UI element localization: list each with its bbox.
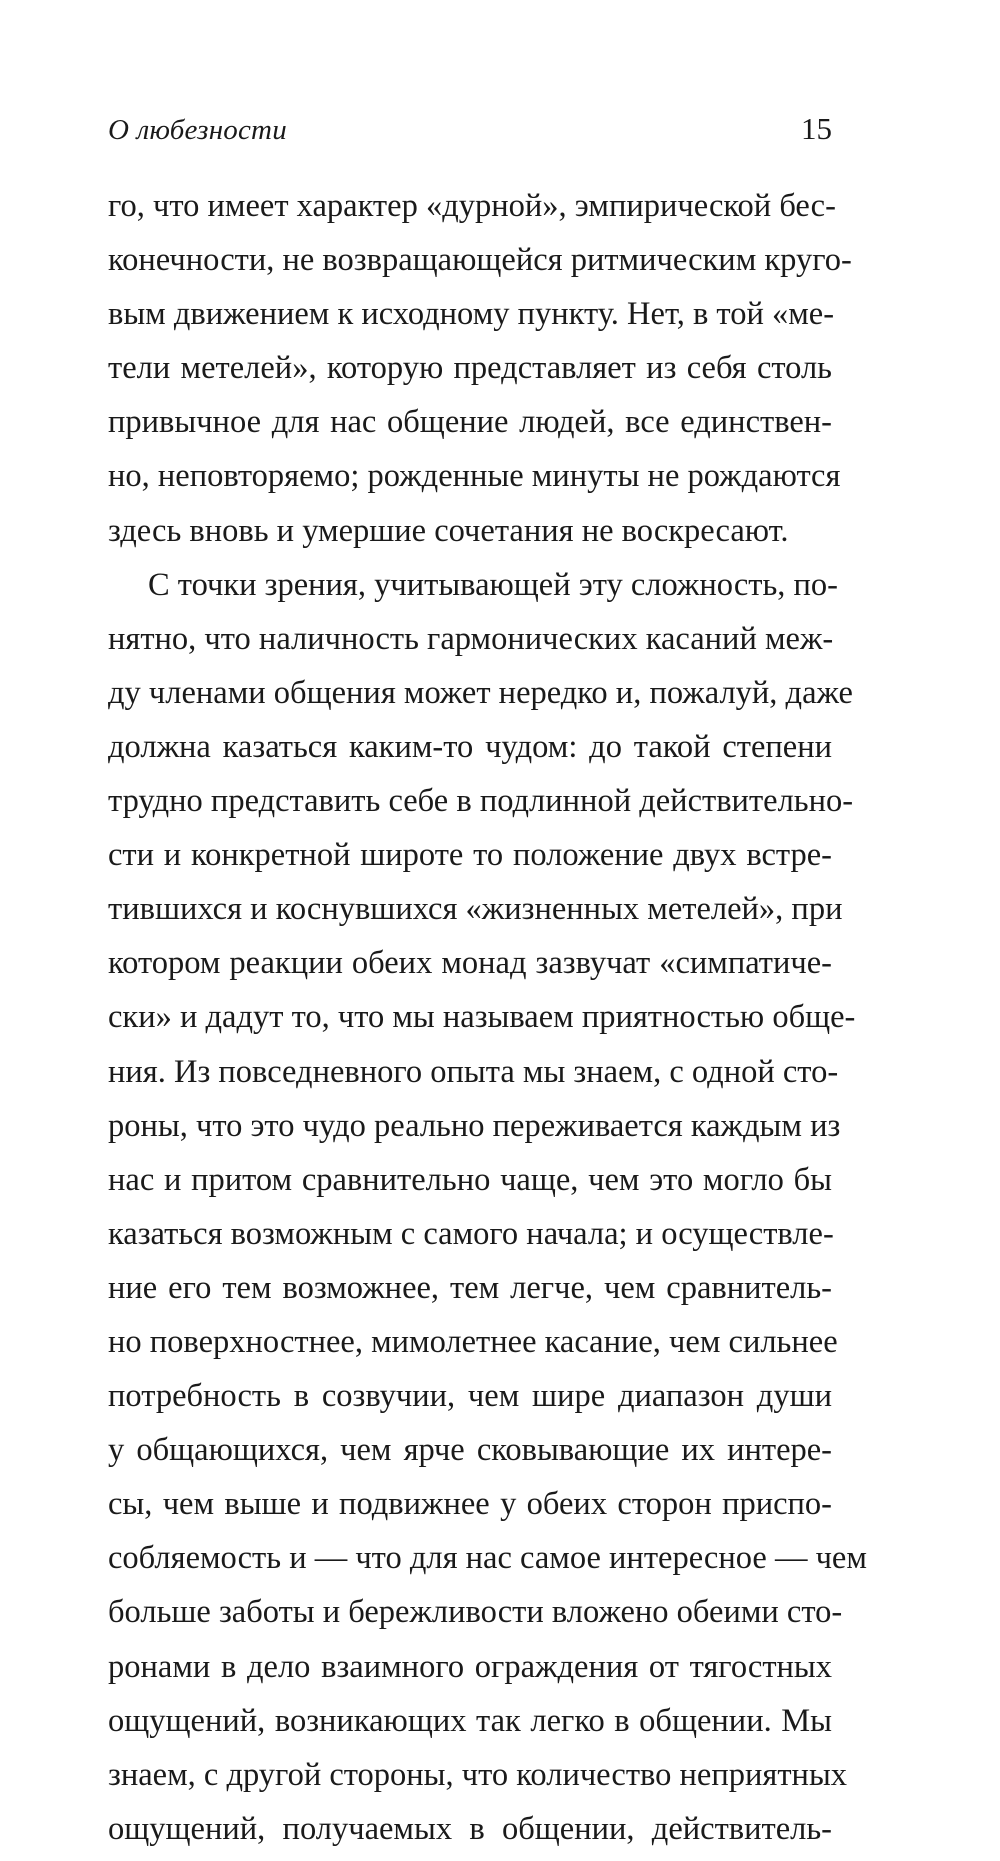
paragraph-first-line: С точки зрения, учитывающей эту сложность, по- (148, 566, 839, 603)
text-line: котором реакции обеих монад зазвучат «симпатиче- (108, 945, 832, 982)
text-line: тившихся и коснувшихся «жизненных метелей», при (108, 891, 843, 928)
text-line: собляемость и — что для нас самое интересное — чем (108, 1540, 867, 1577)
text-line: но, неповторяемо; рожденные минуты не рождаются (108, 458, 841, 495)
text-line: ния. Из повседневного опыта мы знаем, с одной сто- (108, 1053, 839, 1090)
text-line: нас и притом сравнительно чаще, чем это могло бы (108, 1161, 832, 1198)
text-line: нятно, что наличность гармонических касаний меж- (108, 620, 834, 657)
text-line: ду членами общения может нередко и, пожалуй, даже (108, 674, 853, 711)
text-line: вым движением к исходному пункту. Нет, в той «ме- (108, 296, 835, 333)
body-text (108, 184, 867, 1861)
text-line: потребность в созвучии, чем шире диапазон души (108, 1378, 832, 1415)
text-line: должна казаться каким-то чудом: до такой степени (108, 728, 832, 765)
text-line: у общающихся, чем ярче сковывающие их интере- (108, 1432, 832, 1469)
text-line: привычное для нас общение людей, все единствен- (108, 404, 832, 441)
text-line: го, что имеет характер «дурной», эмпирической бес- (108, 188, 836, 224)
text-line: сти и конкретной широте то положение двух встре- (108, 837, 832, 874)
text-line: здесь вновь и умершие сочетания не воскресают. (108, 512, 789, 549)
text-line: ощущений, получаемых в общении, действитель- (108, 1810, 832, 1847)
page-number: 15 (801, 111, 832, 146)
text-line: трудно представить себе в подлинной действительно- (108, 783, 854, 820)
text-line: казаться возможным с самого начала; и осуществле- (108, 1215, 834, 1252)
text-line: ощущений, возникающих так легко в общении. Мы (108, 1702, 832, 1739)
text-line: знаем, с другой стороны, что количество неприятных (108, 1756, 848, 1793)
text-line: сы, чем выше и подвижнее у обеих сторон приспо- (108, 1486, 832, 1523)
text-line: но поверхностнее, мимолетнее касание, чем сильнее (108, 1323, 838, 1360)
text-line: тели метелей», которую представляет из себя столь (108, 350, 832, 387)
text-line: ронами в дело взаимного ограждения от тягостных (108, 1648, 832, 1685)
text-line: конечности, не возвращающейся ритмическим круго- (108, 242, 852, 279)
text-line: ние его тем возможнее, тем легче, чем сравнитель- (108, 1269, 832, 1306)
text-line: ски» и дадут то, что мы называем приятностью обще- (108, 999, 856, 1036)
text-line: больше заботы и бережливости вложено обеими сто- (108, 1594, 843, 1631)
text-line: роны, что это чудо реально переживается каждым из (108, 1107, 841, 1144)
running-title: О любезности (108, 114, 287, 146)
